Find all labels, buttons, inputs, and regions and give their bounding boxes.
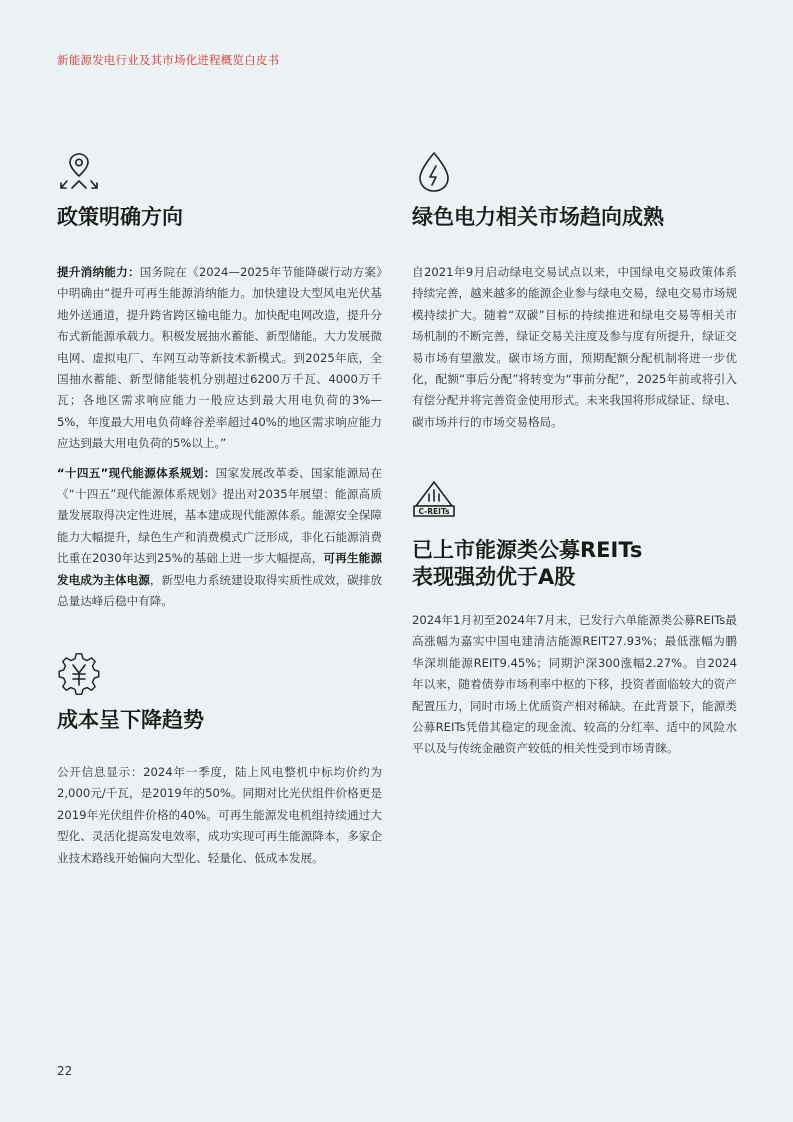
c-reits-icon-label: C-REITs (418, 507, 450, 516)
reits-paragraph: 2024年1月初至2024年7月末，已发行六单能源类公募REITs最高涨幅为嘉实中国电建清洁能源REIT27.93%；最低涨幅为鹏华深圳能源REIT9.45%；同期沪深300涨幅2.27%。自2024年以来，随着债券市场利率中枢的下移，投资者面临较大的资产配置压力，同时市场上优质资产相对稀缺。在此背景下，能源类公募REITs凭借其稳定的现金流、较高的分红率、适中的风险水平以及与传统金融资产较低的相关性受到市场青睐。 (412, 613, 737, 756)
section-body-policy (57, 262, 382, 621)
policy-p1-lead: 提升消纳能力： (57, 265, 140, 279)
document-header: 新能源发电行业及其市场化进程概览白皮书 (57, 53, 280, 67)
reits-title-line2: 表现强劲优于A股 (412, 565, 576, 590)
cost-paragraph: 公开信息显示：2024年一季度，陆上风电整机中标均价约为2,000元/千瓦，是2019年的50%。同期对比光伏组件价格更是2019年光伏组件价格的40%。可再生能源发电机组持续通过大型化、灵活化提高发电效率，成功实现可再生能源降本，多家企业技术路线开始偏向大型化、轻量化、低成本发展。 (57, 765, 382, 865)
policy-paragraph-2 (57, 463, 382, 613)
policy-p1-text: 国务院在《2024—2025年节能降碳行动方案》中明确由“提升可再生能源消纳能力。加快建设大型风电光伏基地外送通道，提升跨省跨区输电能力。加快配电网改造，提升分布式新能源承载力。积极发展抽水蓄能、新型储能。大力发展微电网、虚拟电厂、车网互动等新技术新模式。到2025年底，全国抽水蓄能、新型储能装机分别超过6200万千瓦、4000万千瓦；各地区需求响应能力一般应达到最大用电负荷的3%—5%，年度最大用电负荷峰谷差率超过40%的地区需求响应能力应达到最大用电负荷的5%以上。” (57, 265, 382, 451)
green-paragraph: 自2021年9月启动绿电交易试点以来，中国绿电交易政策体系持续完善，越来越多的能源企业参与绿电交易，绿电交易市场规模持续扩大。随着“双碳”目标的持续推进和绿电交易等相关市场机制的不断完善，绿证交易关注度及参与度有所提升，绿证交易市场有望激发。碳市场方面，预期配额分配机制将进一步优化，配额“事后分配”将转变为“事前分配”，2025年前或将引入有偿分配并将完善资金使用形式。未来我国将形成绿证、绿电、碳市场并行的市场交易格局。 (412, 265, 737, 429)
section-title-policy: 政策明确方向 (57, 205, 183, 229)
section-title-reits (412, 537, 642, 592)
c-reits-icon (412, 478, 456, 522)
page-number: 22 (57, 1064, 73, 1078)
policy-p2-highlight: 可再生能源发电成为主体电源 (57, 551, 382, 587)
section-body-cost (57, 762, 382, 877)
policy-p2-text2: ，新型电力系统建设取得实质性成效，碳排放总量达峰后稳中有降。 (57, 572, 382, 609)
location-arrows-icon (57, 150, 101, 194)
policy-paragraph-1 (57, 262, 382, 455)
section-body-reits (412, 610, 737, 768)
section-title-green: 绿色电力相关市场趋向成熟 (412, 205, 664, 229)
section-title-cost: 成本呈下降趋势 (57, 708, 204, 732)
policy-p2-lead: “十四五”现代能源体系规划： (57, 465, 216, 480)
section-body-green (412, 262, 737, 441)
lightning-drop-icon (412, 150, 456, 194)
gear-yuan-icon (57, 652, 101, 696)
policy-p2-text1: 国家发展改革委、国家能源局在《“十四五”现代能源体系规划》提出对2035年展望：能源高质量发展取得决定性进展，基本建成现代能源体系。能源安全保障能力大幅提升，绿色生产和消费模式广泛形成，非化石能源消费比重在2030年达到25%的基础上进一步大幅提高， (57, 465, 382, 566)
reits-title-line1: 已上市能源类公募REITs (412, 538, 643, 562)
